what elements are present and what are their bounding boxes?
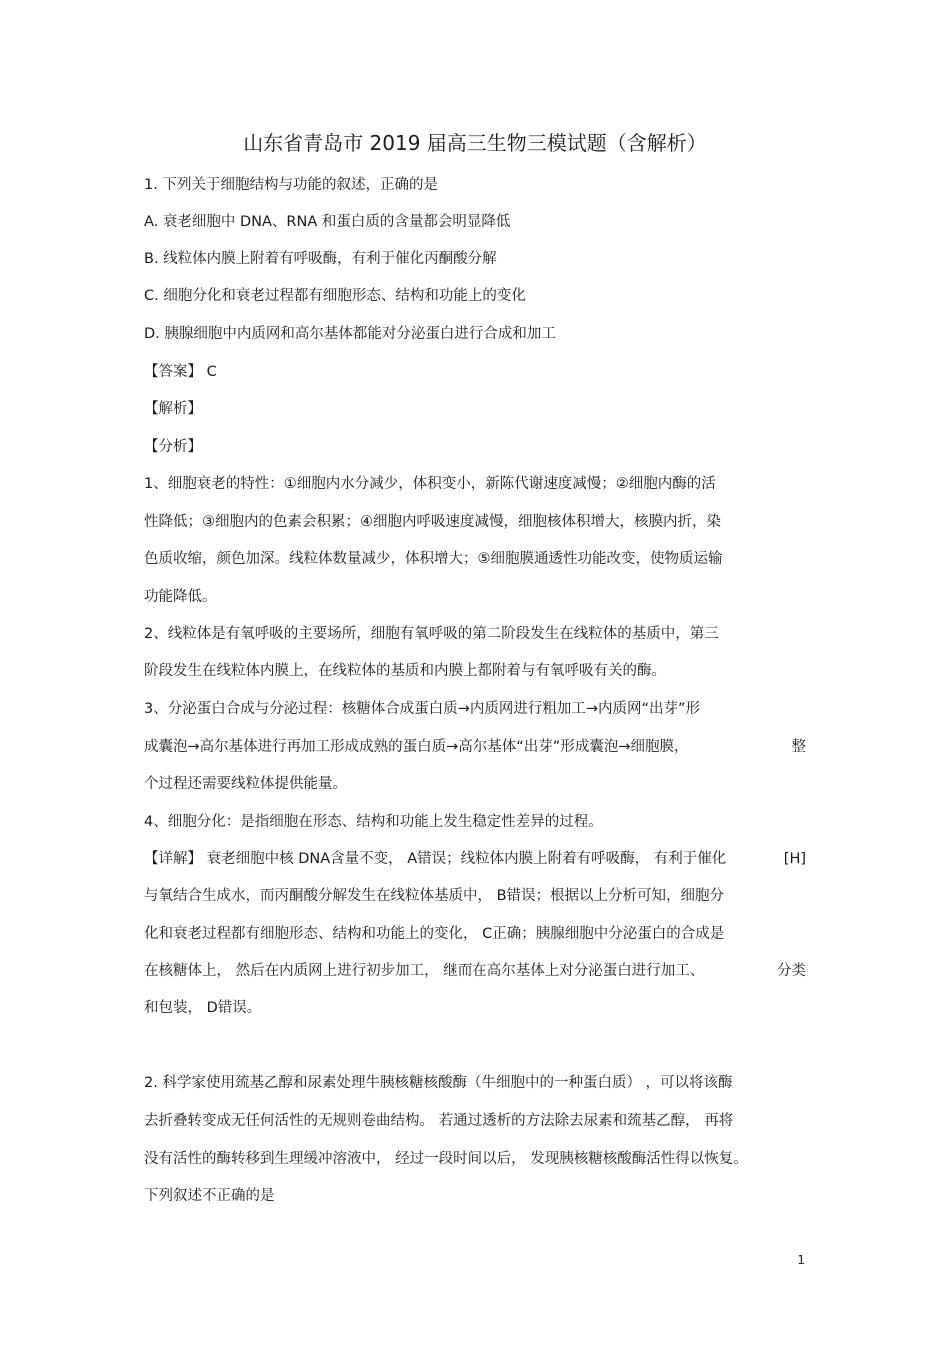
detail-line-row [144, 849, 806, 869]
question-2-line: 去折叠转变成无任何活性的无规则卷曲结构。 若通过透析的方法除去尿素和巯基乙醇， 再将 [144, 1113, 734, 1129]
option-a: A. 衰老细胞中 DNA、RNA 和蛋白质的含量都会明显降低 [144, 214, 511, 230]
analysis-line: 成囊泡→高尔基体进行再加工形成成熟的蛋白质→高尔基体“出芽”形成囊泡→细胞膜， [144, 739, 689, 755]
analysis-line-row [144, 737, 806, 757]
analysis-line-tail: 整 [791, 739, 806, 755]
analysis-line: 色质收缩，颜色加深。线粒体数量减少，体积增大；⑤细胞膜通透性功能改变，使物质运输 [144, 551, 723, 567]
question-2-line: 2. 科学家使用巯基乙醇和尿素处理牛胰核糖核酸酶（牛细胞中的一种蛋白质） ，可以将该酶 [144, 1075, 733, 1091]
analysis-line: 1、细胞衰老的特性：①细胞内水分减少，体积变小，新陈代谢速度减慢；②细胞内酶的活 [144, 476, 716, 492]
jiexi-label: 【解析】 [144, 401, 202, 417]
detail-line-tail: [H] [783, 851, 806, 867]
detail-line: 在核糖体上， 然后在内质网上进行初步加工， 继而在高尔基体上对分泌蛋白进行加工、 [144, 963, 705, 979]
answer-label: 【答案】 C [144, 364, 217, 380]
analysis-line: 功能降低。 [144, 589, 217, 605]
analysis-line: 个过程还需要线粒体提供能量。 [144, 776, 347, 792]
analysis-line: 4、细胞分化：是指细胞在形态、结构和功能上发生稳定性差异的过程。 [144, 814, 603, 830]
detail-line: 化和衰老过程都有细胞形态、结构和功能上的变化， C正确；胰腺细胞中分泌蛋白的合成是 [144, 926, 725, 942]
option-c: C. 细胞分化和衰老过程都有细胞形态、结构和功能上的变化 [144, 288, 526, 304]
analysis-line: 性降低；③细胞内的色素会积累；④细胞内呼吸速度减慢，细胞核体积增大，核膜内折，染 [144, 514, 721, 530]
analysis-line: 2、线粒体是有氧呼吸的主要场所，细胞有氧呼吸的第二阶段发生在线粒体的基质中，第三 [144, 626, 719, 642]
detail-line-tail: 分类 [777, 963, 806, 979]
question-2-line: 下列叙述不正确的是 [144, 1188, 275, 1204]
option-b: B. 线粒体内膜上附着有呼吸酶，有利于催化丙酮酸分解 [144, 251, 497, 267]
page-number: 1 [797, 1253, 805, 1267]
question-1-stem: 1. 下列关于细胞结构与功能的叙述，正确的是 [144, 177, 438, 193]
question-2-line: 没有活性的酶转移到生理缓冲溶液中， 经过一段时间以后， 发现胰核糖核酸酶活性得以恢复。 [144, 1151, 748, 1167]
detail-line: 和包装， D错误。 [144, 1000, 262, 1016]
analysis-line: 3、分泌蛋白合成与分泌过程：核糖体合成蛋白质→内质网进行粗加工→内质网“出芽”形 [144, 701, 701, 717]
option-d: D. 胰腺细胞中内质网和高尔基体都能对分泌蛋白进行合成和加工 [144, 326, 556, 342]
detail-line: 【详解】 衰老细胞中核 DNA含量不变， A错误；线粒体内膜上附着有呼吸酶， 有利于催化 [144, 851, 727, 867]
fenxi-label: 【分析】 [144, 439, 202, 455]
detail-line: 与氧结合生成水，而丙酮酸分解发生在线粒体基质中， B错误；根据以上分析可知，细胞分 [144, 888, 725, 904]
detail-line-row [144, 961, 806, 981]
analysis-line: 阶段发生在线粒体内膜上，在线粒体的基质和内膜上都附着与有氧呼吸有关的酶。 [144, 663, 666, 679]
document-title: 山东省青岛市 2019 届高三生物三模试题（含解析） [243, 131, 707, 155]
